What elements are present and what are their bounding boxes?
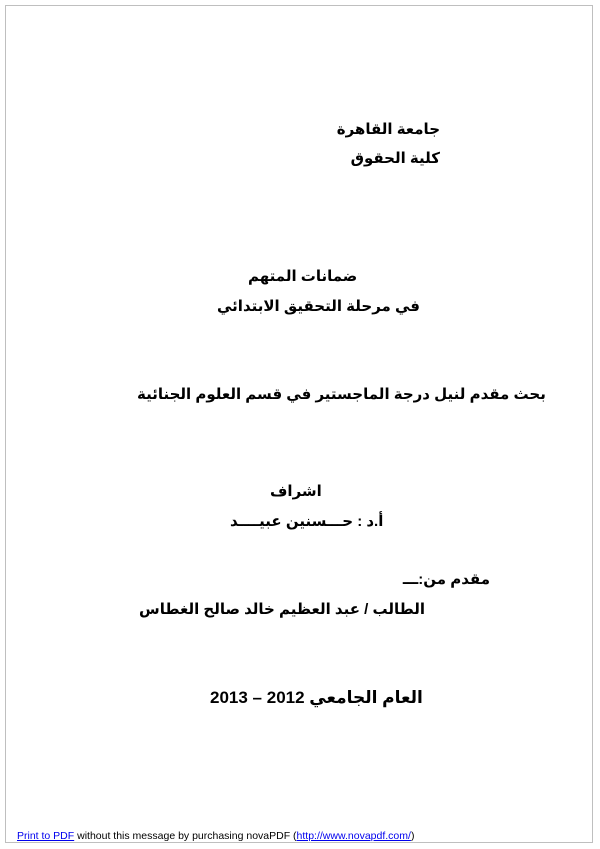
- faculty-name: كلية الحقوق: [350, 150, 440, 167]
- page-border: [5, 5, 593, 843]
- submitted-by-label: مقدم من:ـــ: [402, 571, 490, 588]
- supervisor-name: أ.د : حـــسنين عبيــــد: [230, 513, 384, 530]
- university-name: جامعة القاهرة: [336, 121, 440, 138]
- supervision-label: اشراف: [270, 483, 322, 500]
- student-name: الطالب / عبد العظيم خالد صالح الغطاس: [139, 601, 425, 618]
- print-footer: [17, 830, 414, 842]
- footer-close-paren: ): [410, 830, 415, 842]
- thesis-title-line1: ضمانات المتهم: [248, 268, 358, 285]
- academic-year: العام الجامعي 2012 – 2013: [210, 688, 423, 707]
- print-to-pdf-link[interactable]: Print to PDF: [17, 830, 75, 842]
- degree-purpose: بحث مقدم لنيل درجة الماجستير في قسم العلوم الجنائية: [137, 386, 546, 403]
- thesis-title-line2: في مرحلة التحقيق الابتدائي: [217, 298, 420, 315]
- footer-message: without this message by purchasing novaPDF (: [74, 830, 297, 842]
- novapdf-url-link[interactable]: http://www.novapdf.com/: [296, 830, 411, 842]
